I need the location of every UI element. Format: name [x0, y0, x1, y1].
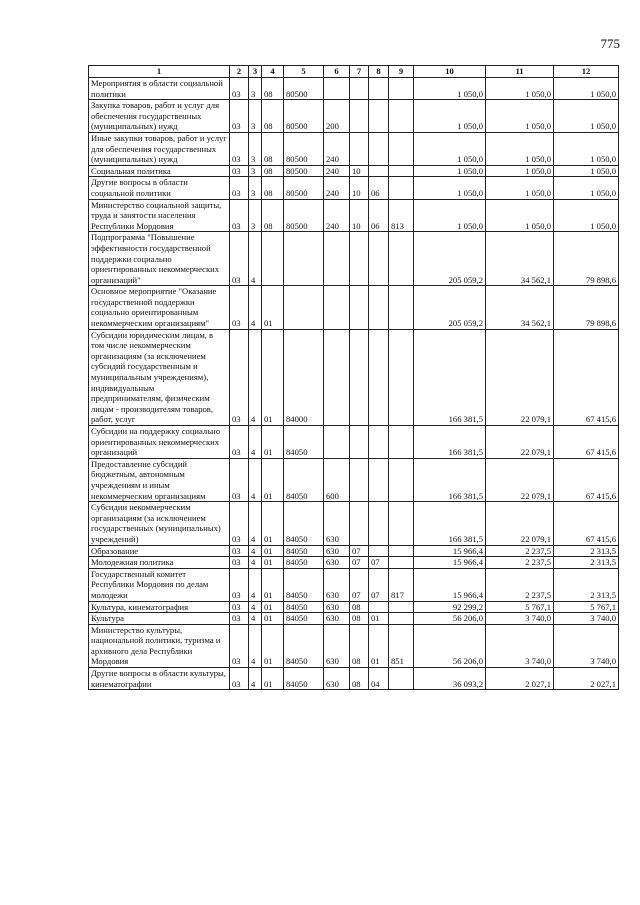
code-col-9-cell — [389, 165, 414, 177]
amount-col-12-cell: 5 767,1 — [554, 601, 619, 613]
table-row — [89, 78, 619, 100]
code-col-8-cell — [369, 502, 389, 545]
code-col-6-cell: 240 — [324, 132, 350, 165]
code-col-7-cell — [350, 132, 369, 165]
code-col-9-cell — [389, 601, 414, 613]
code-col-4-cell: 01 — [262, 613, 284, 625]
code-col-8-cell: 07 — [369, 557, 389, 569]
code-col-5-cell: 84050 — [284, 545, 324, 557]
code-col-6-cell: 630 — [324, 613, 350, 625]
page-number: 775 — [600, 36, 620, 51]
code-col-6-cell: 600 — [324, 458, 350, 501]
code-col-5-cell: 80500 — [284, 78, 324, 100]
code-col-7-cell: 08 — [350, 624, 369, 667]
code-col-2-cell: 03 — [230, 286, 249, 329]
amount-col-10-cell: 92 299,2 — [414, 601, 486, 613]
code-col-9-cell — [389, 132, 414, 165]
code-col-5-cell: 84050 — [284, 458, 324, 501]
column-header-7: 7 — [350, 66, 369, 78]
column-header-12: 12 — [554, 66, 619, 78]
amount-col-10-cell: 15 966,4 — [414, 568, 486, 601]
code-col-6-cell: 630 — [324, 601, 350, 613]
code-col-6-cell: 200 — [324, 100, 350, 133]
code-col-8-cell — [369, 100, 389, 133]
code-col-8-cell — [369, 286, 389, 329]
row-name-cell: Субсидии некоммерческим организациям (за исключением государственных (муниципальных) учреждений) — [89, 502, 230, 545]
code-col-2-cell: 03 — [230, 165, 249, 177]
code-col-9-cell: 817 — [389, 568, 414, 601]
amount-col-12-cell: 2 027,1 — [554, 668, 619, 690]
code-col-6-cell: 240 — [324, 199, 350, 232]
code-col-2-cell: 03 — [230, 199, 249, 232]
row-name-cell: Закупка товаров, работ и услуг для обеспечения государственных (муниципальных) нужд — [89, 100, 230, 133]
code-col-4-cell: 01 — [262, 557, 284, 569]
code-col-8-cell — [369, 545, 389, 557]
code-col-9-cell — [389, 426, 414, 459]
code-col-6-cell: 630 — [324, 668, 350, 690]
code-col-7-cell: 10 — [350, 199, 369, 232]
code-col-4-cell: 01 — [262, 502, 284, 545]
code-col-2-cell: 03 — [230, 601, 249, 613]
code-col-7-cell — [350, 502, 369, 545]
code-col-6-cell: 630 — [324, 545, 350, 557]
amount-col-12-cell: 67 415,6 — [554, 426, 619, 459]
code-col-3-cell: 4 — [249, 668, 262, 690]
column-header-1: 1 — [89, 66, 230, 78]
code-col-5-cell: 80500 — [284, 132, 324, 165]
code-col-8-cell: 07 — [369, 568, 389, 601]
code-col-5-cell: 80500 — [284, 199, 324, 232]
row-name-cell: Мероприятия в области социальной политики — [89, 78, 230, 100]
column-header-11: 11 — [486, 66, 554, 78]
column-header-4: 4 — [262, 66, 284, 78]
code-col-6-cell: 630 — [324, 624, 350, 667]
code-col-3-cell: 4 — [249, 568, 262, 601]
code-col-6-cell — [324, 286, 350, 329]
code-col-4-cell: 01 — [262, 329, 284, 425]
code-col-8-cell: 04 — [369, 668, 389, 690]
code-col-4-cell: 01 — [262, 458, 284, 501]
code-col-4-cell: 01 — [262, 568, 284, 601]
code-col-3-cell: 4 — [249, 557, 262, 569]
header-row — [89, 66, 619, 78]
row-name-cell: Подпрограмма "Повышение эффективности государственной поддержки социально ориентированных некоммерческих организаций" — [89, 232, 230, 286]
amount-col-12-cell: 1 050,0 — [554, 165, 619, 177]
amount-col-11-cell: 22 079,1 — [486, 329, 554, 425]
amount-col-10-cell: 205 059,2 — [414, 286, 486, 329]
amount-col-11-cell: 1 050,0 — [486, 78, 554, 100]
amount-col-10-cell: 15 966,4 — [414, 557, 486, 569]
code-col-5-cell: 84050 — [284, 426, 324, 459]
code-col-4-cell: 08 — [262, 165, 284, 177]
code-col-6-cell — [324, 232, 350, 286]
table-row — [89, 557, 619, 569]
code-col-5-cell — [284, 286, 324, 329]
code-col-5-cell: 84050 — [284, 668, 324, 690]
code-col-4-cell: 01 — [262, 426, 284, 459]
amount-col-11-cell: 1 050,0 — [486, 199, 554, 232]
code-col-9-cell — [389, 502, 414, 545]
table-body — [89, 78, 619, 690]
code-col-9-cell — [389, 286, 414, 329]
row-name-cell: Предоставление субсидий бюджетным, автономным учреждениям и иным некоммерческим организациям — [89, 458, 230, 501]
code-col-8-cell — [369, 426, 389, 459]
code-col-6-cell: 630 — [324, 557, 350, 569]
amount-col-10-cell: 1 050,0 — [414, 132, 486, 165]
amount-col-11-cell: 3 740,0 — [486, 624, 554, 667]
amount-col-12-cell: 1 050,0 — [554, 199, 619, 232]
column-header-10: 10 — [414, 66, 486, 78]
code-col-4-cell: 01 — [262, 624, 284, 667]
code-col-4-cell: 08 — [262, 177, 284, 199]
amount-col-10-cell: 1 050,0 — [414, 78, 486, 100]
amount-col-11-cell: 2 027,1 — [486, 668, 554, 690]
row-name-cell: Министерство социальной защиты, труда и занятости населения Республики Мордовия — [89, 199, 230, 232]
code-col-2-cell: 03 — [230, 545, 249, 557]
code-col-8-cell — [369, 132, 389, 165]
code-col-3-cell: 3 — [249, 199, 262, 232]
code-col-4-cell: 08 — [262, 199, 284, 232]
amount-col-11-cell: 34 562,1 — [486, 286, 554, 329]
code-col-2-cell: 03 — [230, 458, 249, 501]
code-col-8-cell — [369, 458, 389, 501]
code-col-8-cell: 06 — [369, 177, 389, 199]
code-col-8-cell — [369, 329, 389, 425]
code-col-3-cell: 4 — [249, 601, 262, 613]
code-col-7-cell — [350, 329, 369, 425]
code-col-9-cell — [389, 668, 414, 690]
code-col-7-cell: 10 — [350, 165, 369, 177]
amount-col-10-cell: 205 059,2 — [414, 232, 486, 286]
code-col-3-cell: 4 — [249, 232, 262, 286]
code-col-7-cell — [350, 232, 369, 286]
code-col-6-cell — [324, 329, 350, 425]
code-col-6-cell: 240 — [324, 165, 350, 177]
amount-col-12-cell: 3 740,0 — [554, 613, 619, 625]
code-col-2-cell: 03 — [230, 568, 249, 601]
code-col-5-cell: 84000 — [284, 329, 324, 425]
table-row — [89, 458, 619, 501]
code-col-5-cell — [284, 232, 324, 286]
amount-col-12-cell: 67 415,6 — [554, 458, 619, 501]
code-col-9-cell — [389, 177, 414, 199]
table-row — [89, 177, 619, 199]
code-col-2-cell: 03 — [230, 613, 249, 625]
row-name-cell: Образование — [89, 545, 230, 557]
code-col-2-cell: 03 — [230, 624, 249, 667]
code-col-3-cell: 4 — [249, 426, 262, 459]
amount-col-12-cell: 2 313,5 — [554, 557, 619, 569]
code-col-5-cell: 84050 — [284, 502, 324, 545]
row-name-cell: Культура, кинематография — [89, 601, 230, 613]
code-col-3-cell: 4 — [249, 624, 262, 667]
code-col-7-cell: 07 — [350, 557, 369, 569]
code-col-9-cell — [389, 545, 414, 557]
code-col-3-cell: 3 — [249, 165, 262, 177]
amount-col-11-cell: 1 050,0 — [486, 132, 554, 165]
amount-col-12-cell: 1 050,0 — [554, 177, 619, 199]
table-row — [89, 165, 619, 177]
code-col-8-cell: 01 — [369, 624, 389, 667]
amount-col-10-cell: 15 966,4 — [414, 545, 486, 557]
table-row — [89, 132, 619, 165]
code-col-4-cell: 08 — [262, 78, 284, 100]
code-col-2-cell: 03 — [230, 426, 249, 459]
code-col-5-cell: 80500 — [284, 100, 324, 133]
code-col-2-cell: 03 — [230, 502, 249, 545]
code-col-8-cell — [369, 78, 389, 100]
code-col-2-cell: 03 — [230, 668, 249, 690]
amount-col-11-cell: 1 050,0 — [486, 177, 554, 199]
amount-col-12-cell: 1 050,0 — [554, 100, 619, 133]
amount-col-11-cell: 5 767,1 — [486, 601, 554, 613]
code-col-7-cell — [350, 100, 369, 133]
code-col-4-cell: 01 — [262, 601, 284, 613]
amount-col-11-cell: 2 237,5 — [486, 557, 554, 569]
code-col-5-cell: 80500 — [284, 177, 324, 199]
amount-col-10-cell: 56 206,0 — [414, 613, 486, 625]
code-col-3-cell: 3 — [249, 177, 262, 199]
amount-col-12-cell: 79 898,6 — [554, 286, 619, 329]
code-col-5-cell: 84050 — [284, 601, 324, 613]
code-col-8-cell: 01 — [369, 613, 389, 625]
column-header-6: 6 — [324, 66, 350, 78]
code-col-7-cell: 08 — [350, 668, 369, 690]
amount-col-11-cell: 22 079,1 — [486, 458, 554, 501]
code-col-2-cell: 03 — [230, 78, 249, 100]
code-col-3-cell: 4 — [249, 286, 262, 329]
table-row — [89, 100, 619, 133]
code-col-3-cell: 4 — [249, 502, 262, 545]
code-col-2-cell: 03 — [230, 557, 249, 569]
code-col-4-cell: 01 — [262, 286, 284, 329]
table-row — [89, 545, 619, 557]
code-col-5-cell: 84050 — [284, 568, 324, 601]
amount-col-12-cell: 67 415,6 — [554, 329, 619, 425]
code-col-2-cell: 03 — [230, 132, 249, 165]
code-col-8-cell: 06 — [369, 199, 389, 232]
amount-col-10-cell: 1 050,0 — [414, 199, 486, 232]
code-col-5-cell: 80500 — [284, 165, 324, 177]
code-col-6-cell — [324, 78, 350, 100]
code-col-9-cell: 813 — [389, 199, 414, 232]
amount-col-10-cell: 166 381,5 — [414, 426, 486, 459]
amount-col-10-cell: 166 381,5 — [414, 502, 486, 545]
code-col-6-cell: 630 — [324, 568, 350, 601]
code-col-7-cell: 08 — [350, 613, 369, 625]
amount-col-10-cell: 166 381,5 — [414, 458, 486, 501]
code-col-2-cell: 03 — [230, 329, 249, 425]
amount-col-11-cell: 1 050,0 — [486, 165, 554, 177]
amount-col-12-cell: 2 313,5 — [554, 568, 619, 601]
code-col-2-cell: 03 — [230, 100, 249, 133]
code-col-9-cell: 851 — [389, 624, 414, 667]
amount-col-10-cell: 56 206,0 — [414, 624, 486, 667]
table-row — [89, 668, 619, 690]
code-col-4-cell: 01 — [262, 668, 284, 690]
amount-col-12-cell: 3 740,0 — [554, 624, 619, 667]
code-col-8-cell — [369, 232, 389, 286]
code-col-5-cell: 84050 — [284, 624, 324, 667]
amount-col-10-cell: 1 050,0 — [414, 177, 486, 199]
table-row — [89, 199, 619, 232]
code-col-4-cell: 08 — [262, 100, 284, 133]
code-col-3-cell: 4 — [249, 545, 262, 557]
amount-col-11-cell: 2 237,5 — [486, 568, 554, 601]
table-row — [89, 286, 619, 329]
code-col-6-cell: 630 — [324, 502, 350, 545]
code-col-9-cell — [389, 232, 414, 286]
amount-col-10-cell: 166 381,5 — [414, 329, 486, 425]
code-col-7-cell — [350, 426, 369, 459]
column-header-3: 3 — [249, 66, 262, 78]
amount-col-12-cell: 1 050,0 — [554, 132, 619, 165]
amount-col-11-cell: 1 050,0 — [486, 100, 554, 133]
code-col-9-cell — [389, 78, 414, 100]
code-col-4-cell — [262, 232, 284, 286]
code-col-3-cell: 3 — [249, 100, 262, 133]
column-header-5: 5 — [284, 66, 324, 78]
amount-col-11-cell: 34 562,1 — [486, 232, 554, 286]
row-name-cell: Субсидии юридическим лицам, в том числе некоммерческим организациям (за исключением субсидий государственным и муниципальным учреждениям), индивидуальным предпринимателям, физическим лицам - производителям товаров, работ, услуг — [89, 329, 230, 425]
amount-col-10-cell: 1 050,0 — [414, 100, 486, 133]
table-row — [89, 568, 619, 601]
amount-col-10-cell: 1 050,0 — [414, 165, 486, 177]
code-col-6-cell — [324, 426, 350, 459]
column-header-9: 9 — [389, 66, 414, 78]
amount-col-12-cell: 79 898,6 — [554, 232, 619, 286]
code-col-3-cell: 4 — [249, 613, 262, 625]
code-col-2-cell: 03 — [230, 177, 249, 199]
amount-col-12-cell: 1 050,0 — [554, 78, 619, 100]
row-name-cell: Молодежная политика — [89, 557, 230, 569]
row-name-cell: Основное мероприятие "Оказание государственной поддержки социально ориентированным некоммерческим организациям" — [89, 286, 230, 329]
code-col-5-cell: 84050 — [284, 557, 324, 569]
table-row — [89, 624, 619, 667]
code-col-5-cell: 84050 — [284, 613, 324, 625]
column-header-2: 2 — [230, 66, 249, 78]
row-name-cell: Культура — [89, 613, 230, 625]
table-row — [89, 426, 619, 459]
amount-col-10-cell: 36 093,2 — [414, 668, 486, 690]
amount-col-11-cell: 22 079,1 — [486, 502, 554, 545]
row-name-cell: Иные закупки товаров, работ и услуг для обеспечения государственных (муниципальных) нужд — [89, 132, 230, 165]
table-row — [89, 232, 619, 286]
row-name-cell: Другие вопросы в области социальной политики — [89, 177, 230, 199]
code-col-7-cell: 07 — [350, 568, 369, 601]
code-col-9-cell — [389, 100, 414, 133]
row-name-cell: Государственный комитет Республики Мордовия по делам молодежи — [89, 568, 230, 601]
code-col-9-cell — [389, 458, 414, 501]
code-col-7-cell: 10 — [350, 177, 369, 199]
table-row — [89, 329, 619, 425]
code-col-2-cell: 03 — [230, 232, 249, 286]
code-col-6-cell: 240 — [324, 177, 350, 199]
code-col-7-cell — [350, 78, 369, 100]
code-col-3-cell: 3 — [249, 132, 262, 165]
row-name-cell: Министерство культуры, национальной политики, туризма и архивного дела Республики Мордовия — [89, 624, 230, 667]
amount-col-12-cell: 67 415,6 — [554, 502, 619, 545]
amount-col-11-cell: 3 740,0 — [486, 613, 554, 625]
column-header-8: 8 — [369, 66, 389, 78]
code-col-9-cell — [389, 613, 414, 625]
row-name-cell: Социальная политика — [89, 165, 230, 177]
row-name-cell: Субсидии на поддержку социально ориентированных некоммерческих организаций — [89, 426, 230, 459]
code-col-4-cell: 01 — [262, 545, 284, 557]
amount-col-11-cell: 2 237,5 — [486, 545, 554, 557]
row-name-cell: Другие вопросы в области культуры, кинематографии — [89, 668, 230, 690]
code-col-4-cell: 08 — [262, 132, 284, 165]
code-col-3-cell: 3 — [249, 78, 262, 100]
code-col-9-cell — [389, 329, 414, 425]
code-col-7-cell: 08 — [350, 601, 369, 613]
code-col-3-cell: 4 — [249, 458, 262, 501]
code-col-8-cell — [369, 601, 389, 613]
amount-col-12-cell: 2 313,5 — [554, 545, 619, 557]
table-row — [89, 502, 619, 545]
code-col-3-cell: 4 — [249, 329, 262, 425]
budget-table — [88, 65, 619, 690]
amount-col-11-cell: 22 079,1 — [486, 426, 554, 459]
code-col-7-cell — [350, 458, 369, 501]
code-col-7-cell — [350, 286, 369, 329]
code-col-7-cell: 07 — [350, 545, 369, 557]
code-col-9-cell — [389, 557, 414, 569]
code-col-8-cell — [369, 165, 389, 177]
table-row — [89, 601, 619, 613]
table-row — [89, 613, 619, 625]
